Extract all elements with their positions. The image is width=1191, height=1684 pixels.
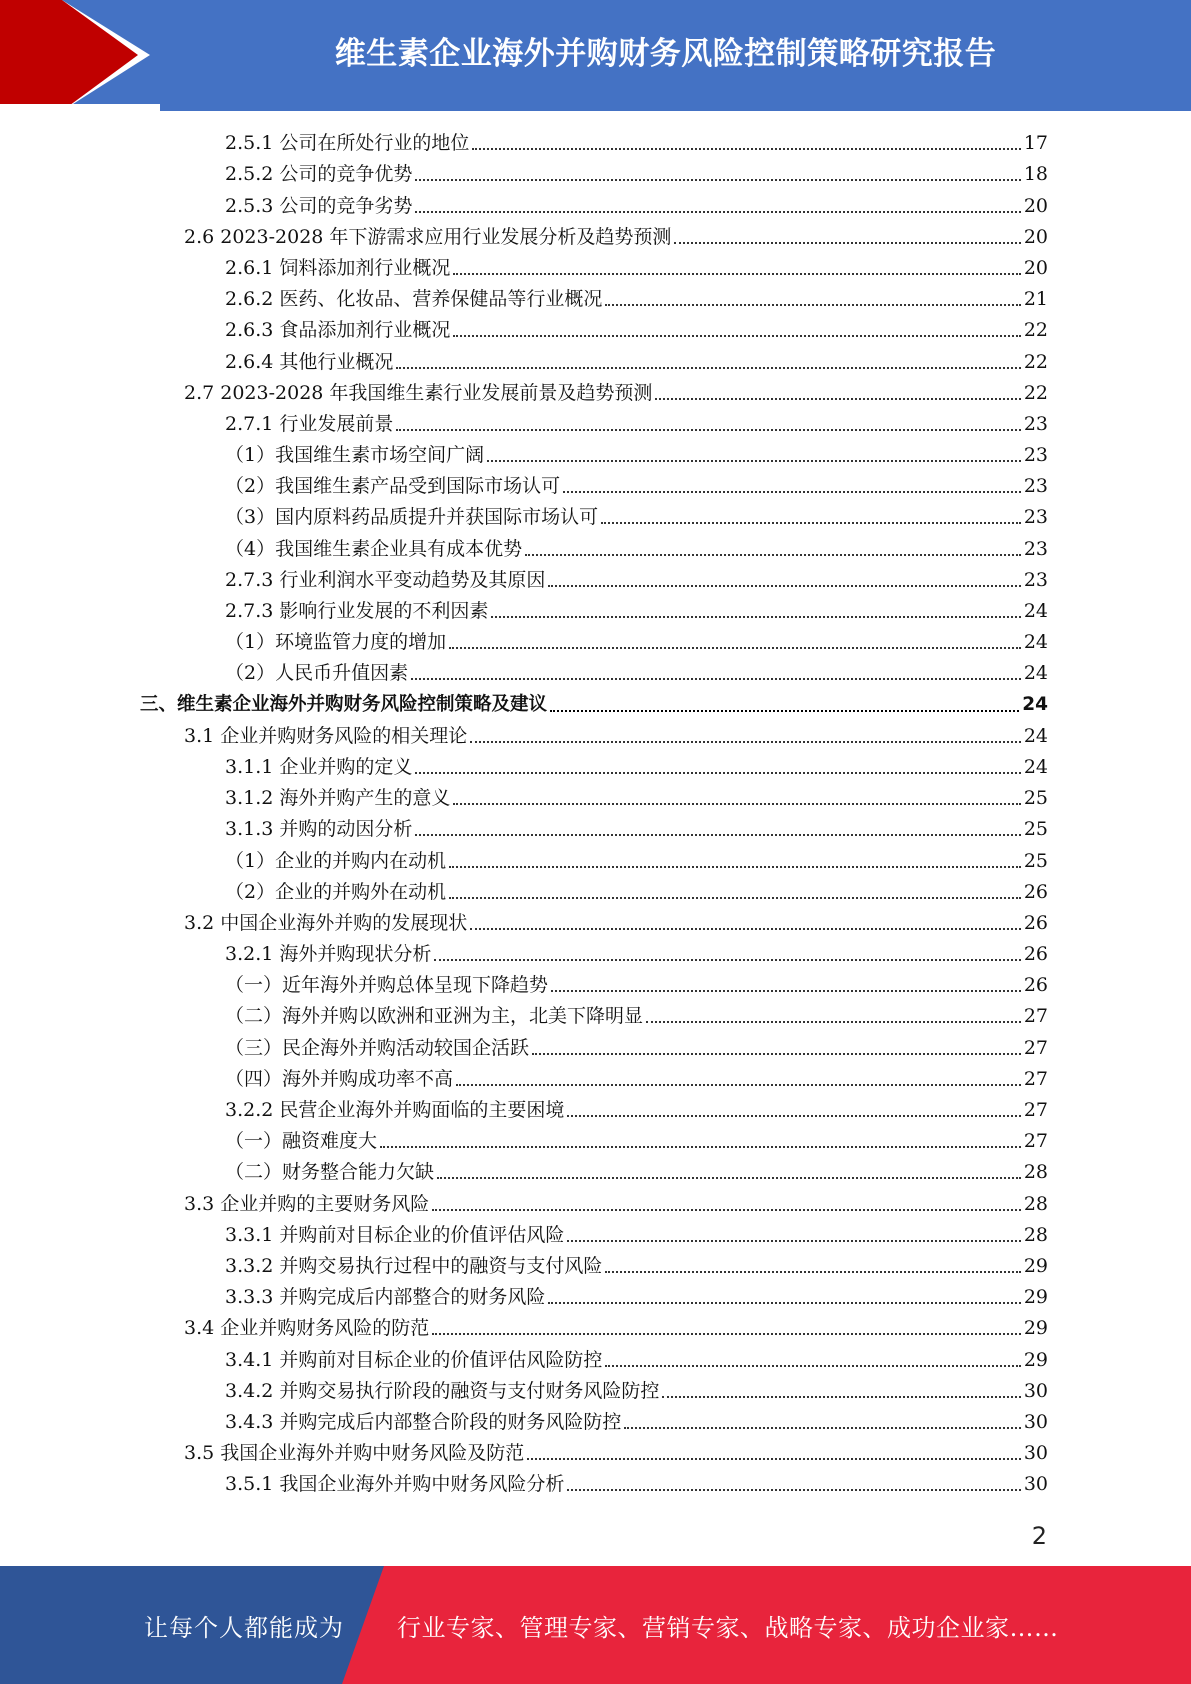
toc-entry-title: （2）我国维生素产品受到国际市场认可 xyxy=(225,475,561,498)
toc-entry-page: 29 xyxy=(1023,1317,1048,1340)
toc-entry-title: 3.4.1 并购前对目标企业的价值评估风险防控 xyxy=(225,1348,603,1371)
toc-dot-leader xyxy=(601,522,1021,524)
toc-entry-title: 3.3 企业并购的主要财务风险 xyxy=(184,1192,430,1215)
toc-dot-leader xyxy=(396,367,1020,369)
toc-entry-title: （二）财务整合能力欠缺 xyxy=(225,1161,435,1184)
toc-dot-leader xyxy=(470,928,1021,930)
toc-entry[interactable] xyxy=(140,938,1048,969)
toc-entry[interactable] xyxy=(140,501,1048,532)
toc-entry-page: 20 xyxy=(1023,225,1048,248)
toc-dot-leader xyxy=(605,1365,1020,1367)
toc-entry-page: 24 xyxy=(1023,600,1048,622)
toc-dot-leader xyxy=(624,1427,1020,1429)
toc-dot-leader xyxy=(527,1458,1021,1460)
toc-dot-leader xyxy=(434,959,1020,961)
toc-entry-page: 25 xyxy=(1023,787,1048,810)
toc-entry-title: 2.7.3 影响行业发展的不利因素 xyxy=(225,600,489,622)
toc-entry[interactable] xyxy=(140,1437,1048,1468)
toc-entry-page: 23 xyxy=(1023,537,1048,560)
toc-dot-leader xyxy=(432,1333,1021,1335)
toc-dot-leader xyxy=(662,1396,1020,1398)
toc-dot-leader xyxy=(472,148,1020,150)
toc-entry[interactable] xyxy=(140,283,1048,314)
toc-entry-page: 23 xyxy=(1023,444,1048,467)
toc-dot-leader xyxy=(380,1146,1021,1148)
toc-entry-title: 3.4 企业并购财务风险的防范 xyxy=(184,1317,430,1340)
toc-entry-page: 22 xyxy=(1023,350,1048,373)
toc-dot-leader xyxy=(551,990,1021,992)
toc-entry[interactable] xyxy=(140,252,1048,283)
toc-entry[interactable] xyxy=(140,813,1048,844)
toc-entry-title: （4）我国维生素企业具有成本优势 xyxy=(225,537,523,560)
toc-entry-title: 3.1.3 并购的动因分析 xyxy=(225,818,413,841)
toc-entry[interactable] xyxy=(140,626,1048,657)
toc-dot-leader xyxy=(456,1084,1021,1086)
toc-entry-title: 2.5.1 公司在所处行业的地位 xyxy=(225,132,470,155)
toc-entry[interactable] xyxy=(140,657,1048,688)
toc-dot-leader xyxy=(646,1021,1021,1023)
toc-entry[interactable] xyxy=(140,751,1048,782)
toc-entry-page: 26 xyxy=(1023,880,1048,903)
toc-dot-leader xyxy=(548,585,1020,587)
toc-entry-title: 3.1.1 企业并购的定义 xyxy=(225,755,413,778)
toc-entry[interactable] xyxy=(140,1406,1048,1437)
toc-entry[interactable] xyxy=(140,688,1048,719)
toc-dot-leader xyxy=(453,335,1020,337)
toc-dot-leader xyxy=(415,834,1020,836)
toc-entry-title: 三、维生素企业海外并购财务风险控制策略及建议 xyxy=(140,693,548,715)
toc-entry-page: 17 xyxy=(1023,132,1048,155)
toc-entry-title: 3.2.1 海外并购现状分析 xyxy=(225,943,432,966)
toc-entry[interactable] xyxy=(140,1312,1048,1343)
toc-dot-leader xyxy=(655,398,1020,400)
toc-entry-title: 3.1 企业并购财务风险的相关理论 xyxy=(184,724,468,747)
toc-entry[interactable] xyxy=(140,1000,1048,1031)
page-footer xyxy=(0,1566,1191,1684)
toc-entry[interactable] xyxy=(140,1281,1048,1312)
toc-entry[interactable] xyxy=(140,408,1048,439)
toc-entry-title: 3.3.3 并购完成后内部整合的财务风险 xyxy=(225,1286,546,1309)
toc-entry[interactable] xyxy=(140,907,1048,938)
toc-entry-page: 29 xyxy=(1023,1348,1048,1371)
toc-entry-page: 23 xyxy=(1023,506,1048,529)
toc-entry-page: 24 xyxy=(1022,693,1048,715)
toc-entry-title: （一）融资难度大 xyxy=(225,1130,378,1153)
toc-entry[interactable] xyxy=(140,1250,1048,1281)
toc-entry-page: 28 xyxy=(1023,1161,1048,1184)
toc-entry[interactable] xyxy=(140,314,1048,345)
footer-slogan-right: 行业专家、管理专家、营销专家、战略专家、成功企业家…… xyxy=(397,1613,1059,1642)
toc-entry-title: （二）海外并购以欧洲和亚洲为主，北美下降明显 xyxy=(225,1005,644,1028)
toc-entry-page: 29 xyxy=(1023,1286,1048,1309)
toc-entry-page: 26 xyxy=(1023,974,1048,997)
toc-dot-leader xyxy=(470,741,1021,743)
toc-dot-leader xyxy=(411,678,1021,680)
toc-entry-page: 27 xyxy=(1023,1005,1048,1028)
toc-dot-leader xyxy=(449,647,1021,649)
toc-entry-title: 2.5.3 公司的竞争劣势 xyxy=(225,194,413,217)
toc-entry[interactable] xyxy=(140,127,1048,158)
toc-entry-title: 3.1.2 海外并购产生的意义 xyxy=(225,787,451,810)
toc-entry-page: 22 xyxy=(1023,381,1048,404)
toc-entry[interactable] xyxy=(140,532,1048,563)
toc-dot-leader xyxy=(491,616,1020,618)
toc-entry-page: 23 xyxy=(1023,412,1048,435)
toc-dot-leader xyxy=(567,1240,1020,1242)
toc-entry-page: 24 xyxy=(1023,662,1048,685)
toc-entry[interactable] xyxy=(140,1343,1048,1374)
toc-dot-leader xyxy=(415,179,1020,181)
toc-entry[interactable] xyxy=(140,720,1048,751)
toc-entry-page: 21 xyxy=(1023,288,1048,311)
report-title: 维生素企业海外并购财务风险控制策略研究报告 xyxy=(334,35,997,72)
toc-entry[interactable] xyxy=(140,1063,1048,1094)
page-number: 2 xyxy=(1031,1522,1047,1550)
toc-dot-leader xyxy=(674,242,1020,244)
toc-dot-leader xyxy=(563,491,1021,493)
toc-entry[interactable] xyxy=(140,782,1048,813)
toc-dot-leader xyxy=(567,1115,1020,1117)
toc-entry-title: （1）企业的并购内在动机 xyxy=(225,849,447,872)
toc-entry-page: 18 xyxy=(1023,163,1048,186)
toc-dot-leader xyxy=(437,1177,1021,1179)
toc-entry-page: 22 xyxy=(1023,319,1048,342)
toc-entry-page: 24 xyxy=(1023,724,1048,747)
toc-entry[interactable] xyxy=(140,377,1048,408)
toc-entry[interactable] xyxy=(140,189,1048,220)
toc-dot-leader xyxy=(548,1302,1020,1304)
toc-entry-title: （3）国内原料药品质提升并获国际市场认可 xyxy=(225,506,599,529)
toc-entry[interactable] xyxy=(140,221,1048,252)
toc-entry-page: 27 xyxy=(1023,1067,1048,1090)
header-arrow-icon xyxy=(0,0,160,111)
toc-entry[interactable] xyxy=(140,844,1048,875)
toc-entry-page: 25 xyxy=(1023,849,1048,872)
toc-entry-title: （三）民企海外并购活动较国企活跃 xyxy=(225,1036,530,1059)
toc-entry-page: 29 xyxy=(1023,1254,1048,1277)
toc-entry-page: 28 xyxy=(1023,1223,1048,1246)
toc-dot-leader xyxy=(453,273,1020,275)
toc-entry-title: 2.7.3 行业利润水平变动趋势及其原因 xyxy=(225,568,546,591)
toc-entry[interactable] xyxy=(140,1375,1048,1406)
toc-dot-leader xyxy=(550,710,1019,712)
toc-entry-page: 20 xyxy=(1023,256,1048,279)
toc-entry-page: 24 xyxy=(1023,631,1048,654)
toc-entry[interactable] xyxy=(140,969,1048,1000)
toc-entry[interactable] xyxy=(140,470,1048,501)
toc-entry-title: （1）我国维生素市场空间广阔 xyxy=(225,444,485,467)
toc-entry[interactable] xyxy=(140,1219,1048,1250)
toc-entry-page: 26 xyxy=(1023,943,1048,966)
toc-entry-page: 30 xyxy=(1023,1410,1048,1433)
toc-dot-leader xyxy=(415,772,1020,774)
toc-entry-title: （2）人民币升值因素 xyxy=(225,662,409,685)
toc-entry-title: 3.2.2 民营企业海外并购面临的主要困境 xyxy=(225,1099,565,1121)
toc-dot-leader xyxy=(567,1489,1020,1491)
toc-dot-leader xyxy=(605,304,1020,306)
toc-entry-page: 28 xyxy=(1023,1192,1048,1215)
toc-dot-leader xyxy=(396,429,1020,431)
toc-entry-title: （一）近年海外并购总体呈现下降趋势 xyxy=(225,974,549,997)
toc-entry-title: （1）环境监管力度的增加 xyxy=(225,631,447,654)
toc-entry[interactable] xyxy=(140,1125,1048,1156)
toc-entry[interactable] xyxy=(140,1468,1048,1499)
toc-entry[interactable] xyxy=(140,345,1048,376)
toc-entry[interactable] xyxy=(140,1187,1048,1218)
footer-slogan-left: 让每个人都能成为 xyxy=(144,1613,344,1642)
toc-entry-page: 27 xyxy=(1023,1130,1048,1153)
toc-entry-page: 20 xyxy=(1023,194,1048,217)
toc-entry-page: 26 xyxy=(1023,911,1048,934)
toc-entry[interactable] xyxy=(140,595,1048,626)
toc-dot-leader xyxy=(453,803,1020,805)
toc-entry-title: 3.5 我国企业海外并购中财务风险及防范 xyxy=(184,1442,525,1465)
toc-dot-leader xyxy=(532,1053,1021,1055)
toc-entry-page: 30 xyxy=(1023,1473,1048,1496)
toc-entry-page: 27 xyxy=(1023,1036,1048,1059)
page-header xyxy=(0,0,1191,111)
toc-dot-leader xyxy=(432,1209,1021,1211)
toc-dot-leader xyxy=(449,866,1021,868)
toc-entry-page: 30 xyxy=(1023,1379,1048,1402)
toc-entry-title: 3.4.2 并购交易执行阶段的融资与支付财务风险防控 xyxy=(225,1379,660,1402)
toc-entry-page: 24 xyxy=(1023,755,1048,778)
toc-entry[interactable] xyxy=(140,876,1048,907)
toc-entry-title: 3.2 中国企业海外并购的发展现状 xyxy=(184,911,468,934)
toc-entry-title: 2.6.4 其他行业概况 xyxy=(225,350,394,373)
toc-entry[interactable] xyxy=(140,1094,1048,1125)
toc-entry-title: 3.5.1 我国企业海外并购中财务风险分析 xyxy=(225,1473,565,1496)
toc-dot-leader xyxy=(487,460,1021,462)
toc-entry-title: 2.6.1 饲料添加剂行业概况 xyxy=(225,256,451,279)
toc-entry-title: 2.7.1 行业发展前景 xyxy=(225,412,394,435)
toc-dot-leader xyxy=(605,1271,1020,1273)
toc-entry-page: 23 xyxy=(1023,568,1048,591)
toc-entry-title: 3.4.3 并购完成后内部整合阶段的财务风险防控 xyxy=(225,1410,622,1433)
toc-entry[interactable] xyxy=(140,158,1048,189)
toc-entry-page: 27 xyxy=(1023,1099,1048,1121)
toc-entry-title: 2.6.3 食品添加剂行业概况 xyxy=(225,319,451,342)
toc-entry-page: 25 xyxy=(1023,818,1048,841)
toc-entry[interactable] xyxy=(140,564,1048,595)
toc-entry-title: （2）企业的并购外在动机 xyxy=(225,880,447,903)
toc-entry-title: 2.6 2023-2028 年下游需求应用行业发展分析及趋势预测 xyxy=(184,225,672,248)
toc-entry-title: （四）海外并购成功率不高 xyxy=(225,1067,454,1090)
toc-entry[interactable] xyxy=(140,1156,1048,1187)
toc-entry[interactable] xyxy=(140,1031,1048,1062)
toc-entry-title: 3.3.2 并购交易执行过程中的融资与支付风险 xyxy=(225,1254,603,1277)
table-of-contents xyxy=(140,127,1048,1499)
toc-dot-leader xyxy=(415,211,1020,213)
toc-entry-title: 3.3.1 并购前对目标企业的价值评估风险 xyxy=(225,1223,565,1246)
toc-entry-page: 30 xyxy=(1023,1442,1048,1465)
toc-dot-leader xyxy=(449,897,1021,899)
toc-entry[interactable] xyxy=(140,439,1048,470)
toc-entry-page: 23 xyxy=(1023,475,1048,498)
toc-entry-title: 2.6.2 医药、化妆品、营养保健品等行业概况 xyxy=(225,288,603,311)
toc-entry-title: 2.7 2023-2028 年我国维生素行业发展前景及趋势预测 xyxy=(184,381,653,404)
toc-entry-title: 2.5.2 公司的竞争优势 xyxy=(225,163,413,186)
toc-dot-leader xyxy=(525,554,1021,556)
